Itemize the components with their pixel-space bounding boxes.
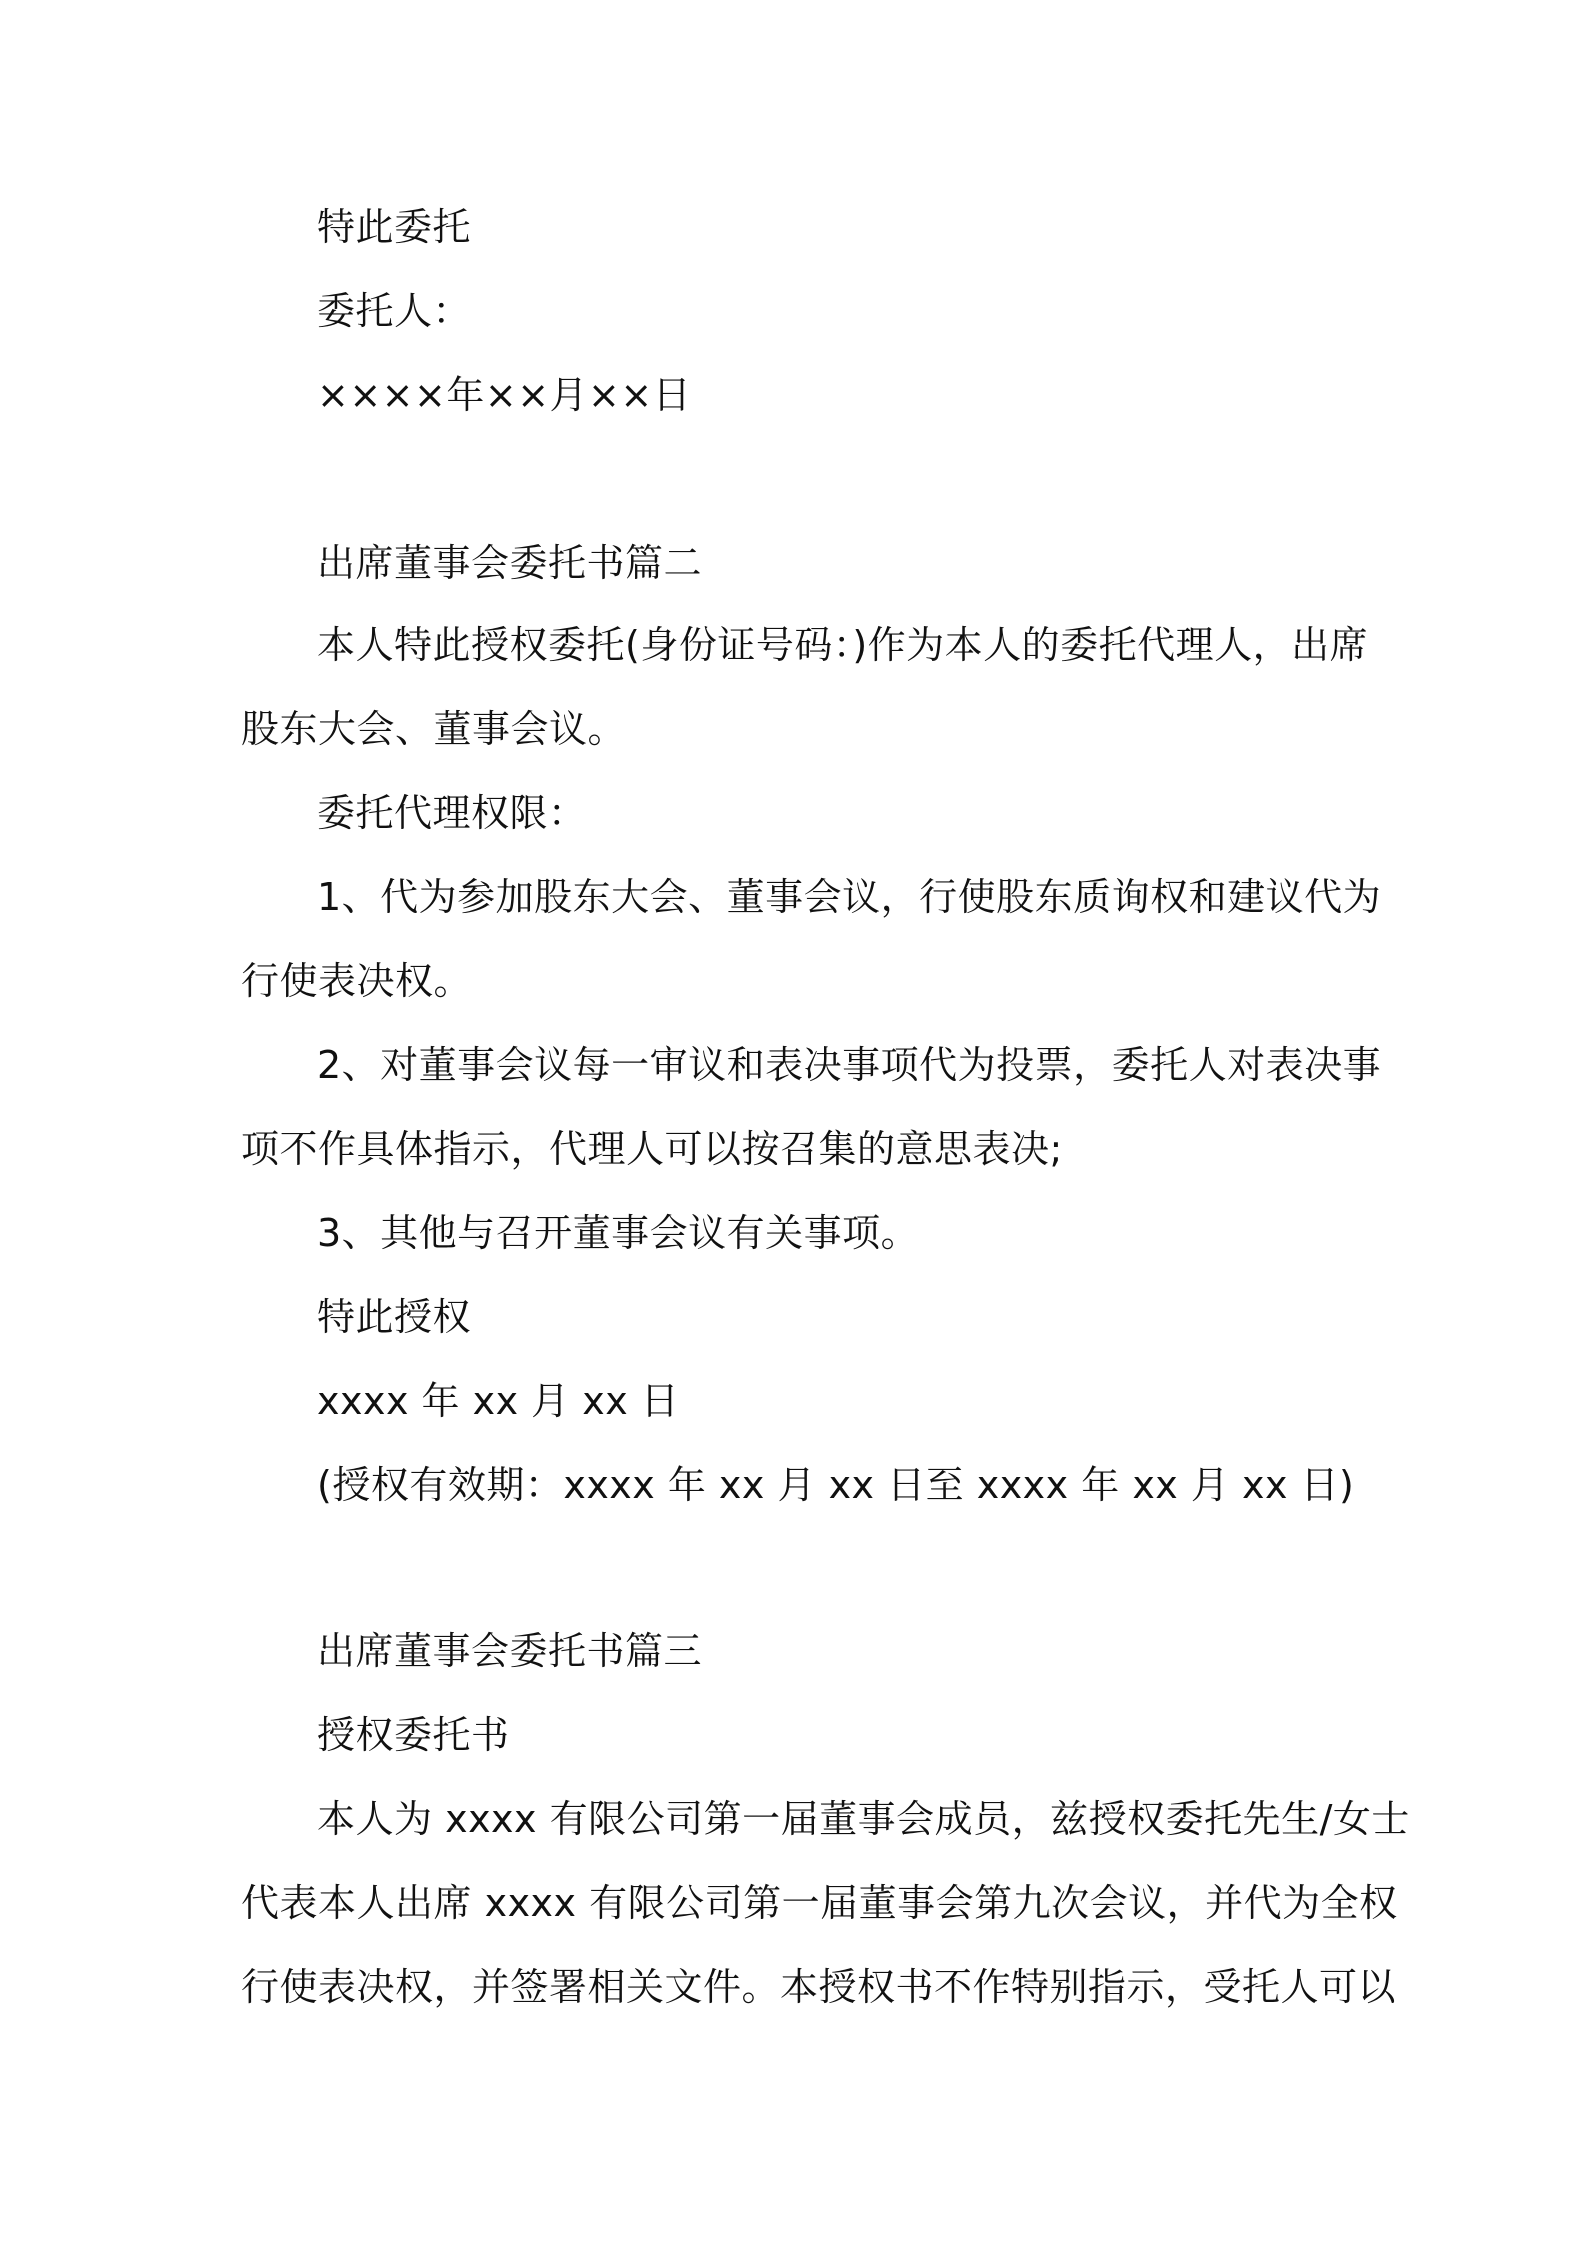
paragraph-line: 1、代为参加股东大会、董事会议，行使股东质询权和建议代为: [317, 875, 1382, 919]
paragraph-line: 本人特此授权委托(身份证号码：)作为本人的委托代理人，出席: [317, 623, 1369, 667]
paragraph-line: 行使表决权。: [241, 959, 473, 1003]
letter-title: 授权委托书: [317, 1713, 510, 1757]
paragraph-line: 2、对董事会议每一审议和表决事项代为投票，委托人对表决事: [317, 1043, 1382, 1087]
section-title-2: 出席董事会委托书篇二: [317, 541, 703, 585]
section-title-3: 出席董事会委托书篇三: [317, 1629, 703, 1673]
date-line-1: ××××年××月××日: [317, 373, 692, 417]
paragraph-line: 项不作具体指示，代理人可以按召集的意思表决;: [241, 1127, 1063, 1171]
paragraph-line: 股东大会、董事会议。: [241, 707, 627, 751]
paragraph-line: 代表本人出席 xxxx 有限公司第一届董事会第九次会议，并代为全权: [241, 1881, 1398, 1925]
closing-entrust: 特此委托: [317, 205, 472, 249]
validity-period: (授权有效期：xxxx 年 xx 月 xx 日至 xxxx 年 xx 月 xx 日): [317, 1463, 1355, 1507]
paragraph-line: 3、其他与召开董事会议有关事项。: [317, 1211, 920, 1255]
scope-heading: 委托代理权限：: [317, 791, 587, 835]
closing-authorize: 特此授权: [317, 1295, 472, 1339]
paragraph-line: 本人为 xxxx 有限公司第一届董事会成员，兹授权委托先生/女士: [317, 1797, 1410, 1841]
date-line-2: xxxx 年 xx 月 xx 日: [317, 1379, 680, 1423]
principal-label: 委托人：: [317, 289, 472, 333]
paragraph-line: 行使表决权，并签署相关文件。本授权书不作特别指示，受托人可以: [241, 1965, 1397, 2009]
